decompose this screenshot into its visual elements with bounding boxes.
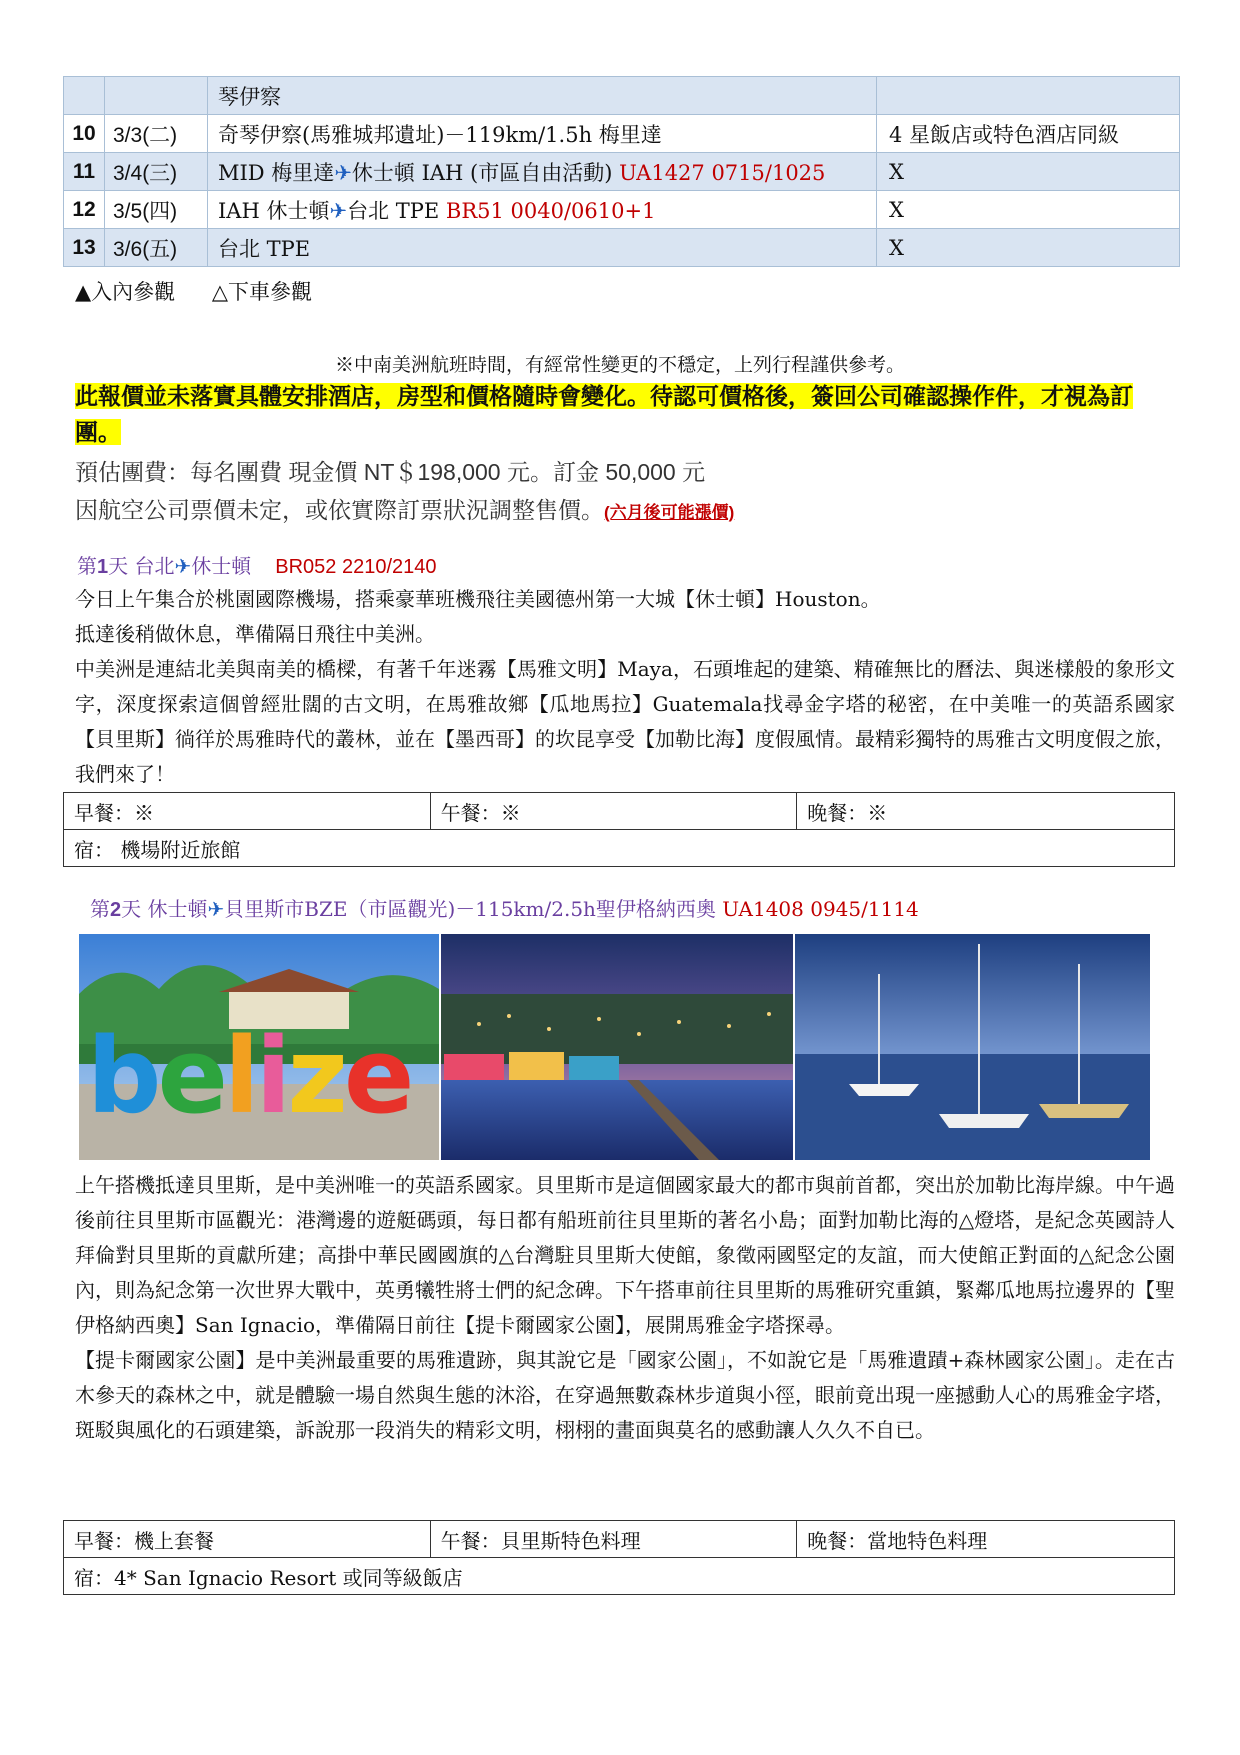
day-cell: 13 — [64, 229, 105, 267]
belize-sign-text: belize — [87, 1015, 411, 1137]
flight-number: UA1427 0715/1025 — [619, 160, 826, 185]
route-to: 休士頓 IAH (市區自由活動) — [351, 160, 620, 185]
hotel-cell: 4 星飯店或特色酒店同級 — [877, 115, 1180, 153]
belize-sign-photo — [79, 934, 439, 1160]
airplane-icon: ✈ — [174, 554, 192, 578]
route-to: 休士頓 — [191, 554, 252, 578]
date-cell: 3/5(四) — [105, 191, 208, 229]
date-cell: 3/4(三) — [105, 153, 208, 191]
route-from: 台北 — [134, 554, 175, 578]
sailboats-photo — [795, 934, 1150, 1160]
day-number: 2 — [110, 899, 122, 921]
flight-notice: ※中南美洲航班時間，有經常性變更的不穩定，上列行程謹供參考。 — [334, 354, 905, 376]
day-2-heading — [90, 893, 919, 922]
day-2-meal-table — [63, 1520, 1175, 1595]
airplane-icon: ✈ — [207, 897, 225, 921]
date-cell: 3/3(二) — [105, 115, 208, 153]
day-cell: 10 — [64, 115, 105, 153]
table-row — [64, 191, 1180, 229]
table-row — [64, 229, 1180, 267]
day-1-heading — [77, 550, 437, 579]
booking-warning — [75, 378, 1175, 450]
date-cell — [105, 77, 208, 115]
itinerary-table — [63, 76, 1180, 267]
day-prefix: 第 — [90, 897, 110, 921]
lunch-cell: 午餐：※ — [430, 793, 797, 830]
route-to: 貝里斯市BZE（市區觀光)－115km/2.5h聖伊格納西奧 — [224, 897, 723, 921]
hotel-cell — [877, 77, 1180, 115]
route-to: 台北 TPE — [347, 198, 446, 223]
hotel-cell: X — [877, 229, 1180, 267]
day-prefix: 第 — [77, 554, 97, 578]
route-cell — [208, 153, 877, 191]
day-1-description — [75, 582, 1175, 792]
hotel-cell: X — [877, 153, 1180, 191]
flight-number: BR51 0040/0610+1 — [445, 198, 656, 223]
route-from: 休士頓 — [147, 897, 208, 921]
price-line: 預估團費：每名團費 現金價 NT＄198,000 元。訂金 50,000 元 — [75, 459, 706, 485]
route-cell: 奇琴伊察(馬雅城邦遺址)－119km/1.5h 梅里達 — [208, 115, 877, 153]
price-note-text: 因航空公司票價未定，或依實際訂票狀況調整售價。 — [75, 497, 604, 523]
table-row — [64, 830, 1175, 867]
warning-text: 此報價並未落實具體安排酒店，房型和價格隨時會變化。待認可價格後，簽回公司確認操作件，才視為訂團。 — [75, 383, 1133, 445]
table-row — [64, 1521, 1175, 1558]
route-cell: 琴伊察 — [208, 77, 877, 115]
legend-enter: ▲入內參觀 — [75, 280, 176, 304]
paragraph: 上午搭機抵達貝里斯，是中美洲唯一的英語系國家。貝里斯市是這個國家最大的都市與前首都，突出於加勒比海岸線。中午過後前往貝里斯市區觀光：港灣邊的遊艇碼頭，每日都有船班前往貝里斯的著名小島；面對加勒比海的△燈塔，是紀念英國詩人拜倫對貝里斯的貢獻所建；高掛中華民國國旗的△台灣駐貝里斯大使館，象徵兩國堅定的友誼，而大使館正對面的△紀念公園內，則為紀念第一次世界大戰中，英勇犧牲將士們的紀念碑。下午搭車前往貝里斯的馬雅研究重鎮，緊鄰瓜地馬拉邊界的【聖伊格納西奧】San Ignacio，準備隔日前往【提卡爾國家公園】，展開馬雅金字塔探尋。 — [75, 1173, 1175, 1337]
hotel-cell: X — [877, 191, 1180, 229]
table-row — [64, 77, 1180, 115]
route-from: IAH 休士頓 — [218, 198, 330, 223]
airplane-icon: ✈ — [329, 198, 348, 223]
table-row — [64, 1558, 1175, 1595]
hotel-cell: 宿：4* San Ignacio Resort 或同等級飯店 — [64, 1558, 1175, 1595]
table-row — [64, 153, 1180, 191]
day-number: 1 — [97, 556, 109, 578]
route-from: MID 梅里達 — [218, 160, 335, 185]
harbour-photo — [441, 934, 793, 1160]
day-cell: 11 — [64, 153, 105, 191]
breakfast-cell: 早餐：機上套餐 — [64, 1521, 431, 1558]
table-row — [64, 115, 1180, 153]
price-increase-note: (六月後可能漲價) — [604, 503, 735, 522]
route-cell — [208, 191, 877, 229]
flight-number: UA1408 0945/1114 — [722, 897, 919, 921]
airplane-icon: ✈ — [334, 160, 352, 185]
day-suffix: 天 — [108, 554, 135, 578]
belize-photo-strip — [79, 934, 1150, 1160]
flight-number: BR052 2210/2140 — [275, 556, 437, 578]
legend — [75, 276, 342, 306]
paragraph: 今日上午集合於桃園國際機場，搭乘豪華班機飛往美國德州第一大城【休士頓】Houston。 — [75, 587, 881, 611]
day-1-meal-table — [63, 792, 1175, 867]
lunch-cell: 午餐：貝里斯特色料理 — [430, 1521, 797, 1558]
paragraph: 中美洲是連結北美與南美的橋樑，有著千年迷霧【馬雅文明】Maya，石頭堆起的建築、精確無比的曆法、與迷樣般的象形文字，深度探索這個曾經壯闊的古文明，在馬雅故鄉【瓜地馬拉】Guatemala找尋金字塔的秘密，在中美唯一的英語系國家【貝里斯】徜徉於馬雅時代的叢林，並在【墨西哥】的坎昆享受【加勒比海】度假風情。最精彩獨特的馬雅古文明度假之旅，我們來了！ — [75, 657, 1175, 786]
table-row — [64, 793, 1175, 830]
breakfast-cell: 早餐：※ — [64, 793, 431, 830]
day-cell: 12 — [64, 191, 105, 229]
dinner-cell: 晚餐：※ — [797, 793, 1175, 830]
day-cell — [64, 77, 105, 115]
dinner-cell: 晚餐：當地特色料理 — [797, 1521, 1175, 1558]
date-cell: 3/6(五) — [105, 229, 208, 267]
paragraph: 【提卡爾國家公園】是中美洲最重要的馬雅遺跡，與其說它是「國家公園」，不如說它是「馬雅遺蹟+森林國家公園」。走在古木參天的森林之中，就是體驗一場自然與生態的沐浴，在穿過無數森林步道與小徑，眼前竟出現一座撼動人心的馬雅金字塔，斑駁與風化的石頭建築，訴說那一段消失的精彩文明，栩栩的畫面與莫名的感動讓人久久不自已。 — [75, 1348, 1175, 1442]
legend-outside: △下車參觀 — [211, 280, 312, 304]
paragraph: 抵達後稍做休息，準備隔日飛往中美洲。 — [75, 622, 435, 646]
route-cell: 台北 TPE — [208, 229, 877, 267]
day-2-description — [75, 1168, 1175, 1448]
day-suffix: 天 — [121, 897, 148, 921]
price-note — [75, 492, 734, 525]
hotel-cell: 宿： 機場附近旅館 — [64, 830, 1175, 867]
